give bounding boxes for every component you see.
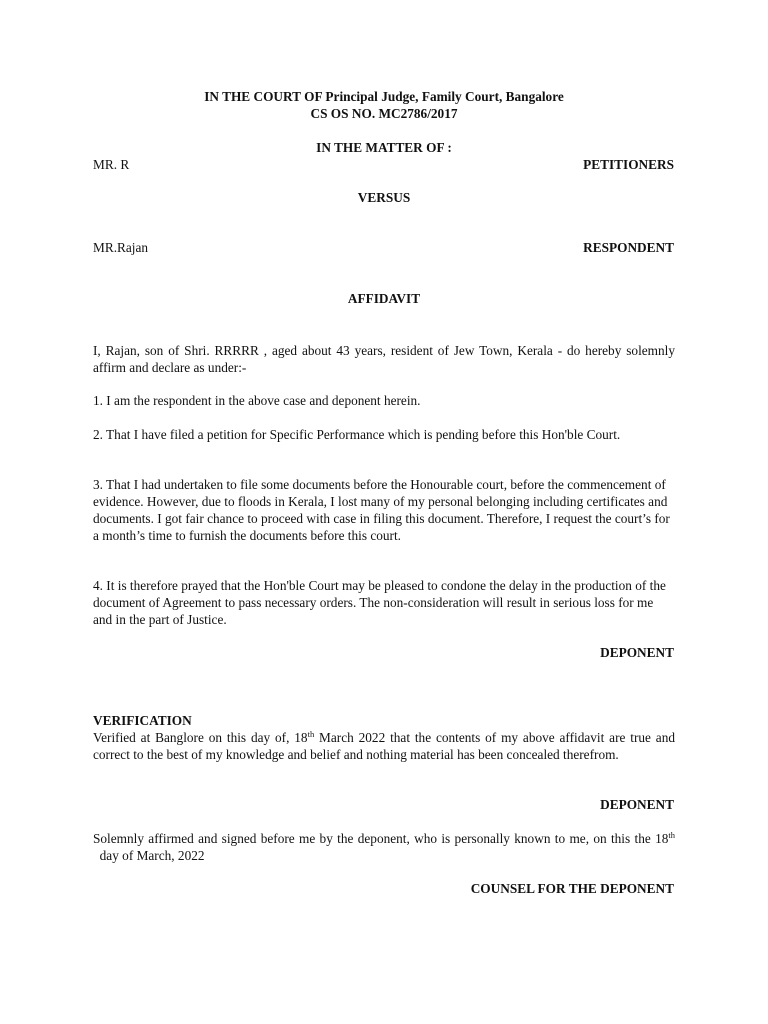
solemn-affirmation-paragraph: Solemnly affirmed and signed before me by the deponent, who is personally known to me, on this the 18th day of March, 2022 — [93, 830, 675, 863]
petitioner-label: PETITIONERS — [583, 157, 674, 172]
petitioner-name: MR. R — [93, 157, 130, 172]
court-title: IN THE COURT OF Principal Judge, Family Court, Bangalore — [204, 89, 564, 104]
matter-heading: IN THE MATTER OF : — [316, 140, 452, 155]
ordinal-suffix: th — [668, 830, 675, 840]
respondent-name: MR.Rajan — [93, 240, 149, 255]
verification-paragraph: Verified at Banglore on this day of, 18th March 2022 that the contents of my above affidavit are true and correct to the best of my knowledge and belief and nothing material has been concealed therefrom. — [93, 729, 675, 762]
point-4: 4. It is therefore prayed that the Hon'ble Court may be pleased to condone the delay in the production of the document of Agreement to pass necessary orders. The non-consideration will result in serious loss for me and in the part of Justice. — [93, 578, 666, 627]
intro-paragraph: I, Rajan, son of Shri. RRRRR , aged about 43 years, resident of Jew Town, Kerala - do hereby solemnly affirm and declare as under:- — [93, 343, 675, 375]
point-2: 2. That I have filed a petition for Specific Performance which is pending before this Hon'ble Court. — [93, 427, 621, 442]
verification-heading: VERIFICATION — [93, 713, 192, 728]
deponent-signature-2: DEPONENT — [600, 797, 674, 812]
point-1: 1. I am the respondent in the above case and deponent herein. — [93, 393, 421, 408]
deponent-signature-1: DEPONENT — [600, 645, 674, 660]
document-title: AFFIDAVIT — [347, 291, 421, 306]
case-number: CS OS NO. MC2786/2017 — [310, 106, 458, 121]
counsel-signature: COUNSEL FOR THE DEPONENT — [470, 881, 674, 896]
point-3: 3. That I had undertaken to file some documents before the Honourable court, before the commencement of evidence. However, due to floods in Kerala, I lost many of my personal belonging including certificates and documents. I got fair chance to proceed with case in filing this document. Therefore, I request the court’s for a month’s time to furnish the documents before this court. — [93, 477, 670, 543]
respondent-label: RESPONDENT — [583, 240, 674, 255]
versus-label: VERSUS — [357, 190, 411, 205]
ordinal-suffix: th — [307, 729, 315, 739]
